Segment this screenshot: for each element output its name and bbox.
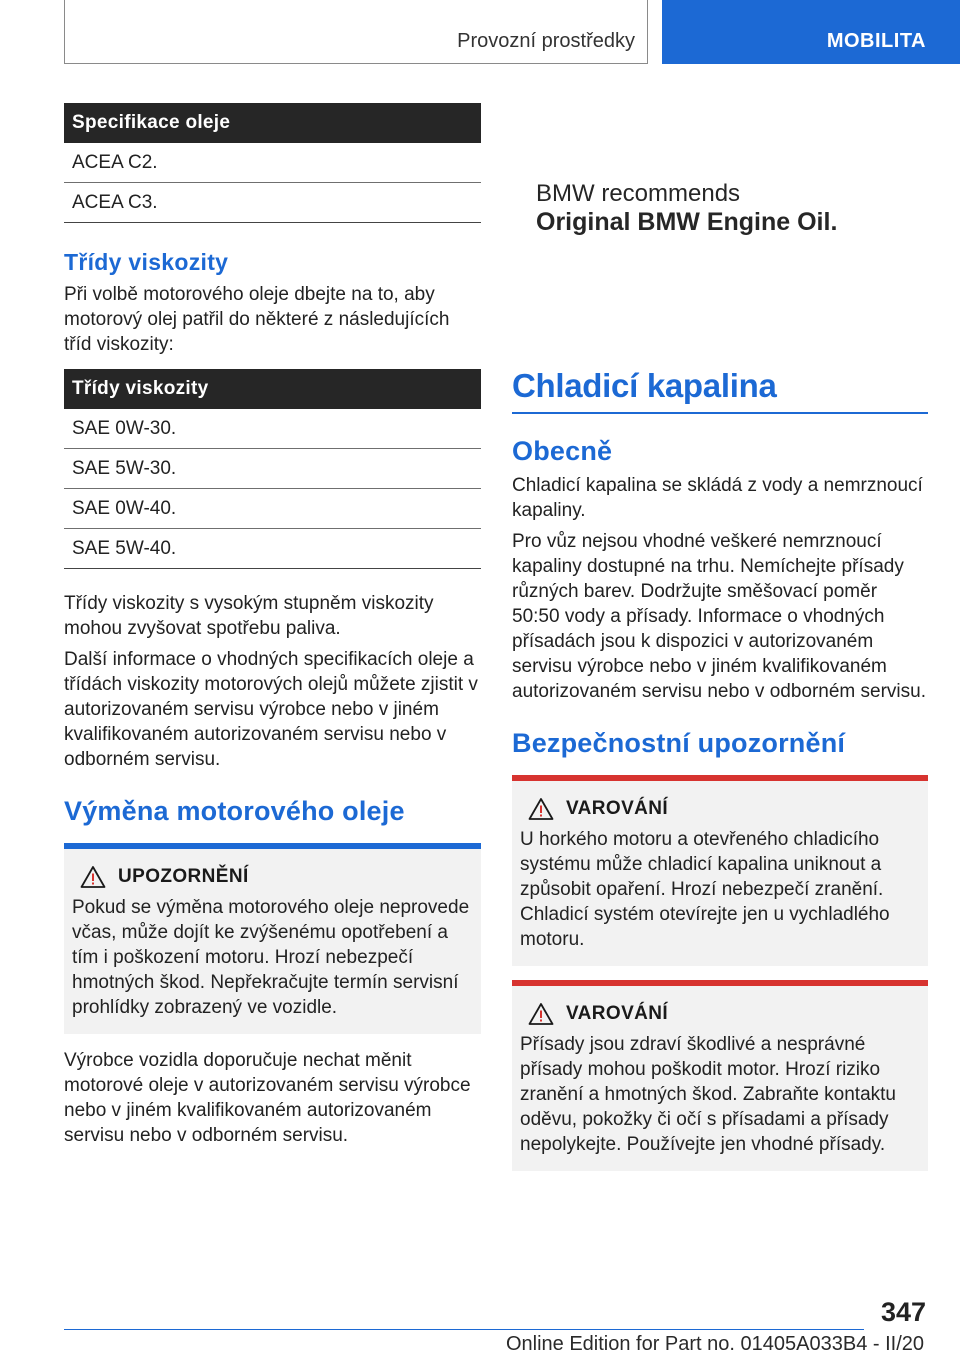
- coolant-title: Chladicí kapalina: [512, 367, 928, 414]
- footer-divider: [64, 1329, 864, 1330]
- warning-2-text: Přísady jsou zdraví škodlivé a nesprávné přísady mohou poškodit motor. Hrozí riziko zranění a hmotných škod. Zabraňte kontaktu oděvu, pokožky či očí s přísadami a přísady nepolykejte. Používejte jen vhodné přísady.: [520, 1034, 896, 1155]
- warning-triangle-icon: [528, 797, 554, 821]
- header-chapter-label: MOBILITA: [826, 30, 926, 52]
- warning-1-title: [520, 797, 920, 821]
- warning-1-title-text: VAROVÁNÍ: [566, 798, 669, 819]
- general-heading: Obecně: [512, 436, 613, 466]
- warning-triangle-icon: [80, 865, 106, 889]
- warning-box-1: [512, 775, 928, 966]
- viscosity-table: [64, 369, 481, 569]
- viscosity-heading: Třídy viskozity: [64, 249, 229, 275]
- header-chapter-tab: [662, 0, 960, 64]
- viscosity-intro: Při volbě motorového oleje dbejte na to, aby motorový olej patřil do některé z následujících tříd viskozity:: [64, 284, 450, 355]
- warning-box-2: [512, 980, 928, 1171]
- header-section-tab: [64, 0, 648, 64]
- warning-triangle-icon: [528, 1002, 554, 1026]
- oil-spec-table: [64, 103, 481, 223]
- general-paragraph-2: Pro vůz nejsou vhodné veškeré nemrznoucí kapaliny dostupné na trhu. Nemíchejte přísady různých barev. Dodržujte směšovací poměr 50:50 vody a přísady. Informace o vhodných přísadách jsou k dispozici v autorizovaném servisu výrobce nebo v jiném kvalifikovaném autorizovaném servisu nebo v odborném servisu.: [512, 531, 926, 702]
- notice-title: [72, 865, 473, 889]
- table-row: ACEA C2.: [64, 143, 481, 183]
- right-column: [512, 180, 928, 1171]
- oil-spec-table-header: Specifikace oleje: [64, 103, 481, 143]
- table-row: ACEA C3.: [64, 183, 481, 223]
- bmw-rec-line2: Original BMW Engine Oil.: [536, 208, 838, 236]
- oil-change-title: Výměna motorového oleje: [64, 796, 405, 826]
- table-row: SAE 0W-30.: [64, 409, 481, 449]
- warning-1-text: U horkého motoru a otevřeného chladicího systému může chladicí kapalina uniknout a způsobit opaření. Hrozí nebezpečí zranění. Chladicí systém otevírejte jen u vychladlého motoru.: [520, 829, 890, 950]
- table-row: SAE 0W-40.: [64, 489, 481, 529]
- general-paragraph-1: Chladicí kapalina se skládá z vody a nemrznoucí kapaliny.: [512, 475, 923, 521]
- bmw-rec-line1: BMW recommends: [536, 180, 741, 207]
- viscosity-more-info: Další informace o vhodných specifikacích oleje a třídách viskozity motorových olejů můžete zjistit v autorizovaném servisu výrobce nebo v jiném kvalifikovaném autorizovaném servisu nebo v odborném servisu.: [64, 649, 478, 770]
- bmw-recommendation: [512, 180, 928, 237]
- left-column: [64, 103, 481, 1148]
- footer-edition-text: Online Edition for Part no. 01405A033B4 - II/20: [505, 1333, 924, 1355]
- viscosity-note: Třídy viskozity s vysokým stupněm viskozity mohou zvyšovat spotřebu paliva.: [64, 593, 434, 639]
- notice-text: Pokud se výměna motorového oleje neprovede včas, může dojít ke zvýšenému opotřebení a tím i poškození motoru. Hrozí nebezpečí hmotných škod. Nepřekračujte termín servisní prohlídky zobrazený ve vozidle.: [72, 897, 470, 1018]
- viscosity-table-header: Třídy viskozity: [64, 369, 481, 409]
- warning-2-title-text: VAROVÁNÍ: [566, 1003, 669, 1024]
- table-row: SAE 5W-30.: [64, 449, 481, 489]
- notice-box: [64, 843, 481, 1034]
- table-row: SAE 5W-40.: [64, 529, 481, 569]
- header-section-label: Provozní prostředky: [457, 30, 635, 52]
- page-number: 347: [880, 1297, 926, 1327]
- oil-change-text: Výrobce vozidla doporučuje nechat měnit motorové oleje v autorizovaném servisu výrobce nebo v jiném kvalifikovaném autorizovaném servisu nebo v odborném servisu.: [64, 1050, 471, 1146]
- warning-2-title: [520, 1002, 920, 1026]
- safety-title: Bezpečnostní upozornění: [512, 728, 846, 758]
- notice-title-text: UPOZORNĚNÍ: [118, 866, 249, 887]
